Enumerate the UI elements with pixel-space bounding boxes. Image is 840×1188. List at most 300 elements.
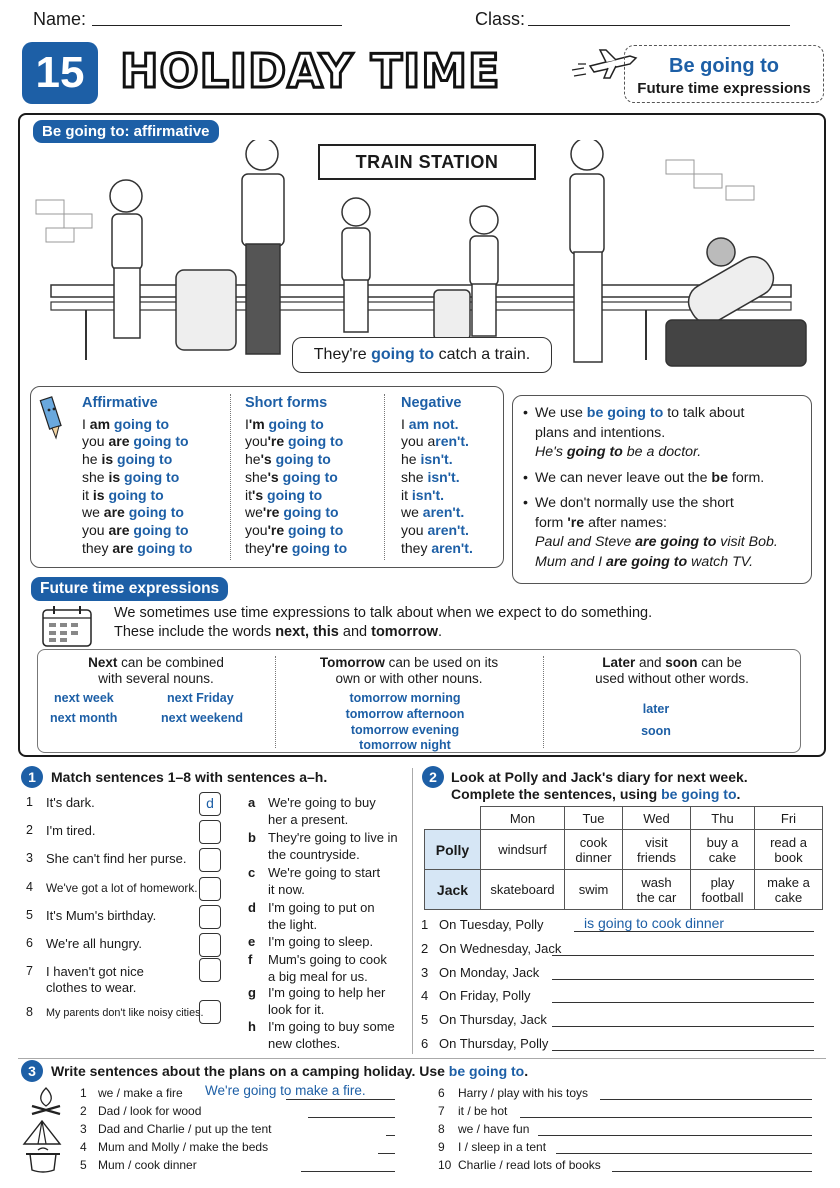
diary-activity — [755, 830, 823, 870]
answer-line[interactable] — [538, 1134, 812, 1136]
verb: 's — [267, 468, 279, 485]
activity-line-1: wash — [641, 874, 672, 890]
prompt-text: Charlie / read lots of books — [458, 1158, 601, 1172]
match-number: 8 — [26, 1005, 33, 1019]
subject: you — [82, 521, 109, 538]
verb: isn't — [427, 468, 456, 485]
verb: 're — [267, 433, 285, 450]
topic-secondary: Future time expressions — [637, 80, 811, 97]
option-text: We're going to buy — [268, 795, 376, 810]
activity-line-1: windsurf — [498, 842, 547, 857]
verb: 're — [267, 521, 285, 538]
match-sentence — [46, 908, 156, 924]
diary-table — [424, 806, 823, 910]
activity-line-2: the car — [636, 889, 677, 905]
activity-line-2: cake — [774, 889, 803, 905]
match-text: We've got a lot of homework. — [46, 881, 198, 895]
activity-line-2: cake — [708, 849, 737, 865]
match-answer-box[interactable] — [199, 933, 221, 957]
activity-line-2: football — [701, 889, 744, 905]
affirmative-heading: Affirmative — [82, 395, 158, 411]
activity-line-2: dinner — [575, 849, 612, 865]
short-row — [245, 469, 347, 487]
prompt-number: 7 — [438, 1104, 445, 1118]
option-text: I'm going to put on — [268, 900, 375, 915]
tail: . — [468, 539, 473, 556]
tail: going to — [129, 433, 189, 450]
activity-line-1: read a — [770, 834, 807, 850]
exercise-1-number: 1 — [21, 766, 43, 788]
match-text: We're all hungry. — [46, 936, 142, 951]
tail: going to — [124, 504, 184, 521]
short-row — [245, 540, 347, 558]
match-letter: c — [248, 865, 256, 880]
pencil-icon — [36, 394, 66, 442]
match-text: I haven't got nice — [46, 964, 144, 979]
tomorrow-column-header: Tomorrow can be used on its own or with other nouns. — [319, 655, 499, 686]
class-label: Class: — [475, 9, 526, 29]
verb: ren't — [435, 433, 466, 450]
prompt-number: 2 — [80, 1104, 87, 1118]
soon: soon — [641, 724, 671, 738]
tail: going to — [278, 468, 338, 485]
subject: we — [245, 504, 263, 521]
answer-line[interactable] — [612, 1170, 812, 1172]
name-field[interactable] — [92, 10, 342, 26]
sentence-prompt: On Wednesday, Jack — [439, 940, 562, 956]
subject: she — [82, 468, 109, 485]
class-field[interactable] — [528, 10, 790, 26]
answer-line[interactable] — [552, 954, 814, 956]
short-forms-heading: Short forms — [245, 395, 328, 411]
subject: you a — [401, 433, 436, 450]
activity-line-2: book — [774, 849, 803, 865]
later: later — [642, 702, 670, 716]
future-intro-2: These include the words next, this and tomorrow. — [114, 624, 442, 640]
affirmative-row — [82, 433, 192, 451]
verb: am — [89, 415, 111, 432]
unit-title: HOLIDAY TIME — [120, 44, 501, 98]
match-number: 6 — [26, 936, 33, 950]
match-answer-box[interactable] — [199, 848, 221, 872]
name-label: Name: — [33, 9, 87, 29]
activity-line-2: friends — [636, 849, 677, 865]
option-text-2: it now. — [268, 881, 305, 897]
station-sign: TRAIN STATION — [318, 144, 536, 180]
answer-text: We're going to make a fire. — [205, 1083, 366, 1098]
negative-row — [401, 469, 473, 487]
diary-day-tue: Tue — [565, 807, 623, 830]
answer-line[interactable] — [552, 1049, 814, 1051]
answer-line[interactable] — [308, 1116, 395, 1118]
cooking-pot-icon — [24, 1146, 62, 1174]
topic-box — [624, 45, 824, 103]
verb: aren't — [431, 539, 469, 556]
section-divider — [18, 1058, 826, 1059]
verb: is — [101, 451, 114, 468]
verb: are — [108, 433, 130, 450]
match-text-2: clothes to wear. — [46, 980, 137, 995]
tail: going to — [120, 468, 180, 485]
prompt-text: Mum and Molly / make the beds — [98, 1140, 269, 1154]
answer-line[interactable] — [286, 1098, 395, 1100]
verb: is — [108, 468, 121, 485]
match-number: 3 — [26, 851, 33, 865]
tent-icon — [22, 1118, 62, 1146]
match-answer-box[interactable] — [199, 820, 221, 844]
prompt-number: 9 — [438, 1140, 445, 1154]
verb: 're — [271, 539, 289, 556]
topic-primary: Be going to — [669, 55, 779, 77]
match-answer-box[interactable] — [199, 1000, 221, 1024]
activity-line-1: buy a — [706, 834, 739, 850]
negative-row — [401, 540, 473, 558]
match-answer-box[interactable] — [199, 905, 221, 929]
prompt-text: Mum / cook dinner — [98, 1158, 197, 1172]
match-option — [268, 934, 373, 951]
short-row — [245, 487, 347, 505]
match-answer-box[interactable] — [199, 958, 221, 982]
exercise-3-instruction: Write sentences about the plans on a camping holiday. Use be going to. — [51, 1063, 529, 1079]
sentence-number: 5 — [421, 1012, 429, 1028]
prompt-number: 4 — [80, 1140, 87, 1154]
vertical-divider — [412, 768, 413, 1054]
answer-line[interactable] — [600, 1098, 812, 1100]
diary-activity — [481, 870, 565, 910]
future-divider-2 — [543, 656, 544, 748]
answer-line[interactable] — [552, 1001, 814, 1003]
answer-line[interactable] — [552, 978, 814, 980]
verb: are — [103, 504, 125, 521]
prompt-text: Dad / look for wood — [98, 1104, 202, 1118]
match-sentence — [46, 823, 95, 839]
subject: I — [245, 415, 249, 432]
option-text-2: the light. — [268, 916, 318, 932]
match-text: She can't find her purse. — [46, 851, 187, 866]
short-row — [245, 433, 347, 451]
match-number: 2 — [26, 823, 33, 837]
next-month: next month — [50, 711, 118, 725]
match-option — [268, 830, 398, 863]
activity-line-1: play — [710, 874, 735, 890]
grammar-divider-2 — [384, 394, 385, 560]
answer-line[interactable] — [386, 1134, 395, 1136]
prompt-number: 6 — [438, 1086, 445, 1100]
subject: it — [82, 486, 93, 503]
prompt-number: 5 — [80, 1158, 87, 1172]
subject: it — [245, 486, 252, 503]
note-3: • We don't normally use the short form 're after names: Paul and Steve are going to visit Bob. Mum and I are going to watch TV. — [523, 495, 778, 570]
unit-number-badge: 15 — [22, 42, 98, 104]
subject: we — [82, 504, 104, 521]
match-sentence — [46, 964, 144, 996]
sentence-number: 1 — [421, 917, 429, 932]
note-1: • We use be going to to talk about plans and intentions. He's going to be a doctor. — [523, 405, 745, 460]
subject: they — [82, 539, 113, 556]
subject: he — [82, 451, 102, 468]
option-text: I'm going to buy some — [268, 1019, 395, 1034]
next-week: next week — [54, 691, 114, 705]
match-sentence — [46, 1005, 203, 1021]
verb: aren't — [422, 504, 461, 521]
future-section-label: Future time expressions — [31, 577, 228, 601]
subject: it — [401, 486, 412, 503]
exercise-1-instruction: Match sentences 1–8 with sentences a–h. — [51, 769, 328, 785]
answer-line[interactable] — [552, 1025, 814, 1027]
activity-line-1: visit — [645, 834, 668, 850]
future-divider-1 — [275, 656, 276, 748]
sentence-prompt: On Thursday, Polly — [439, 1036, 549, 1051]
match-text: It's Mum's birthday. — [46, 908, 157, 923]
answer-line[interactable] — [378, 1152, 395, 1154]
tail: . — [465, 521, 469, 538]
match-letter: a — [248, 795, 256, 810]
next-column-header: Next can be combined with several nouns. — [88, 655, 224, 686]
subject: you — [245, 433, 268, 450]
tail: . — [440, 486, 444, 503]
diary-activity — [755, 870, 823, 910]
match-number: 7 — [26, 964, 33, 978]
option-text: We're going to start — [268, 865, 381, 880]
note-2: • We can never leave out the be form. — [523, 469, 765, 486]
match-sentence — [46, 880, 198, 896]
tail: going to — [133, 539, 193, 556]
diary-activity — [481, 830, 565, 870]
notes-box — [512, 395, 812, 584]
short-row — [245, 416, 347, 434]
tail: going to — [284, 433, 344, 450]
sentence-prompt: On Friday, Polly — [439, 988, 531, 1004]
tomorrow-morning: tomorrow morning — [349, 691, 461, 705]
answer-line[interactable] — [520, 1116, 812, 1118]
activity-line-1: cook — [579, 834, 608, 850]
match-answer-box[interactable] — [199, 877, 221, 901]
subject: we — [401, 504, 423, 521]
prompt-number: 10 — [438, 1158, 452, 1172]
affirmative-row — [82, 522, 192, 540]
option-text-2: the countryside. — [268, 846, 360, 862]
tomorrow-evening: tomorrow evening — [350, 722, 460, 737]
tail: going to — [104, 486, 164, 503]
option-text: I'm going to help her — [268, 985, 386, 1000]
prompt-text: I / sleep in a tent — [458, 1140, 547, 1154]
subject: you — [82, 433, 109, 450]
match-option — [268, 795, 376, 828]
match-number: 1 — [26, 795, 33, 809]
affirmative-column — [82, 395, 192, 557]
diary-day-fri: Fri — [755, 807, 823, 830]
verb: are — [112, 539, 134, 556]
verb: isn't — [420, 451, 449, 468]
short-forms-column — [245, 395, 347, 557]
next-friday: next Friday — [167, 691, 234, 705]
tail: going to — [264, 415, 324, 432]
prompt-text: Harry / play with his toys — [458, 1086, 589, 1100]
match-text: It's dark. — [46, 795, 95, 810]
tail: going to — [284, 521, 344, 538]
affirmative-row — [82, 416, 192, 434]
tomorrow-afternoon: tomorrow afternoon — [345, 706, 465, 721]
match-letter: h — [248, 1019, 256, 1034]
diary-corner — [425, 807, 481, 830]
illustration-caption — [292, 337, 552, 373]
option-text-2: new clothes. — [268, 1035, 341, 1051]
negative-heading: Negative — [401, 395, 462, 411]
negative-row — [401, 487, 473, 505]
diary-polly: Polly — [425, 830, 481, 870]
verb: aren't — [427, 521, 466, 538]
match-sentence — [46, 795, 95, 811]
later-soon-column-header: Later and soon can be used without other words. — [595, 655, 749, 686]
prompt-text: we / make a fire — [98, 1086, 183, 1100]
answer-line[interactable] — [556, 1152, 812, 1154]
tail: not. — [429, 415, 459, 432]
caption-key: going to — [371, 346, 435, 363]
activity-line-1: swim — [578, 882, 609, 897]
subject: she — [401, 468, 428, 485]
affirmative-row — [82, 487, 192, 505]
match-option — [268, 1019, 395, 1052]
option-text-2: her a present. — [268, 811, 349, 827]
negative-row — [401, 504, 473, 522]
activity-line-1: make a — [767, 874, 810, 890]
tail: going to — [263, 486, 323, 503]
sentence-prompt: On Monday, Jack — [439, 964, 540, 980]
match-option — [268, 952, 387, 985]
option-text: They're going to live in — [268, 830, 398, 845]
sentence-number: 2 — [421, 940, 429, 956]
negative-row — [401, 433, 473, 451]
calendar-icon — [40, 604, 94, 648]
diary-day-wed: Wed — [623, 807, 691, 830]
tail: going to — [271, 451, 331, 468]
match-letter: f — [248, 952, 253, 967]
short-row — [245, 451, 347, 469]
sentence-prompt: On Tuesday, Polly — [439, 917, 544, 932]
caption-pre: They're — [313, 346, 372, 363]
match-option — [268, 985, 385, 1018]
prompt-text: Dad and Charlie / put up the tent — [98, 1122, 272, 1136]
diary-day-thu: Thu — [691, 807, 755, 830]
diary-activity — [565, 830, 623, 870]
tail: . — [448, 451, 453, 468]
match-sentence — [46, 936, 142, 952]
option-text: Mum's going to cook — [268, 952, 387, 967]
match-letter: d — [248, 900, 256, 915]
grammar-divider-1 — [230, 394, 231, 560]
subject: she — [245, 468, 268, 485]
tail: going to — [110, 415, 170, 432]
match-number: 5 — [26, 908, 33, 922]
sentence-number: 4 — [421, 988, 429, 1004]
match-option — [268, 865, 380, 898]
sentence-number: 6 — [421, 1036, 429, 1051]
match-text: I'm tired. — [46, 823, 96, 838]
tail: going to — [113, 451, 173, 468]
negative-row — [401, 416, 473, 434]
match-sentence — [46, 851, 187, 867]
diary-activity — [623, 870, 691, 910]
subject: I — [82, 415, 90, 432]
negative-row — [401, 451, 473, 469]
answer-text: is going to cook dinner — [584, 915, 725, 931]
option-text-2: look for it. — [268, 1001, 325, 1017]
prompt-text: it / be hot — [458, 1104, 508, 1118]
tail: going to — [288, 539, 348, 556]
tail: . — [460, 504, 465, 521]
diary-activity — [691, 830, 755, 870]
short-row — [245, 522, 347, 540]
verb: am — [408, 415, 430, 432]
future-intro-1: We sometimes use time expressions to talk about when we expect to do something. — [114, 605, 653, 621]
tomorrow-list — [283, 691, 527, 754]
match-answer-box[interactable]: d — [199, 792, 221, 816]
negative-column — [401, 395, 473, 557]
verb: 're — [262, 504, 280, 521]
affirmative-row — [82, 469, 192, 487]
match-option — [268, 900, 375, 933]
diary-jack: Jack — [425, 870, 481, 910]
prompt-number: 3 — [80, 1122, 87, 1136]
exercise-2-instruction: Look at Polly and Jack's diary for next week. Complete the sentences, using be going to. — [451, 769, 748, 802]
verb: is — [92, 486, 105, 503]
exercise-2-number: 2 — [422, 766, 444, 788]
caption-post: catch a train. — [434, 346, 531, 363]
activity-line-1: skateboard — [490, 882, 555, 897]
subject: I — [401, 415, 409, 432]
diary-activity — [691, 870, 755, 910]
verb: 's — [252, 486, 264, 503]
short-row — [245, 504, 347, 522]
subject: they — [245, 539, 272, 556]
tail: . — [455, 468, 460, 485]
subject: he — [245, 451, 261, 468]
match-number: 4 — [26, 880, 33, 894]
answer-line[interactable] — [301, 1170, 395, 1172]
match-letter: b — [248, 830, 256, 845]
negative-row — [401, 522, 473, 540]
subject: you — [245, 521, 268, 538]
tail: going to — [129, 521, 189, 538]
tail: . — [465, 433, 469, 450]
match-text: My parents don't like noisy cities. — [46, 1007, 204, 1019]
match-letter: g — [248, 985, 256, 1000]
campfire-icon — [28, 1086, 64, 1118]
exercise-3-number: 3 — [21, 1060, 43, 1082]
subject: you — [401, 521, 428, 538]
option-text-2: a big meal for us. — [268, 968, 368, 984]
verb: 'm — [248, 415, 265, 432]
sentence-prompt: On Thursday, Jack — [439, 1012, 547, 1028]
option-text: I'm going to sleep. — [268, 934, 374, 949]
affirmative-row — [82, 540, 192, 558]
subject: he — [401, 451, 421, 468]
tail: going to — [279, 504, 339, 521]
next-weekend: next weekend — [161, 711, 243, 725]
match-letter: e — [248, 934, 256, 949]
prompt-text: we / have fun — [458, 1122, 530, 1136]
diary-day-mon: Mon — [481, 807, 565, 830]
prompt-number: 8 — [438, 1122, 445, 1136]
affirmative-section-label: Be going to: affirmative — [33, 120, 219, 143]
diary-activity — [565, 870, 623, 910]
prompt-number: 1 — [80, 1086, 87, 1100]
verb: are — [108, 521, 130, 538]
verb: 's — [260, 451, 272, 468]
sentence-number: 3 — [421, 964, 429, 980]
subject: they — [401, 539, 432, 556]
affirmative-row — [82, 504, 192, 522]
